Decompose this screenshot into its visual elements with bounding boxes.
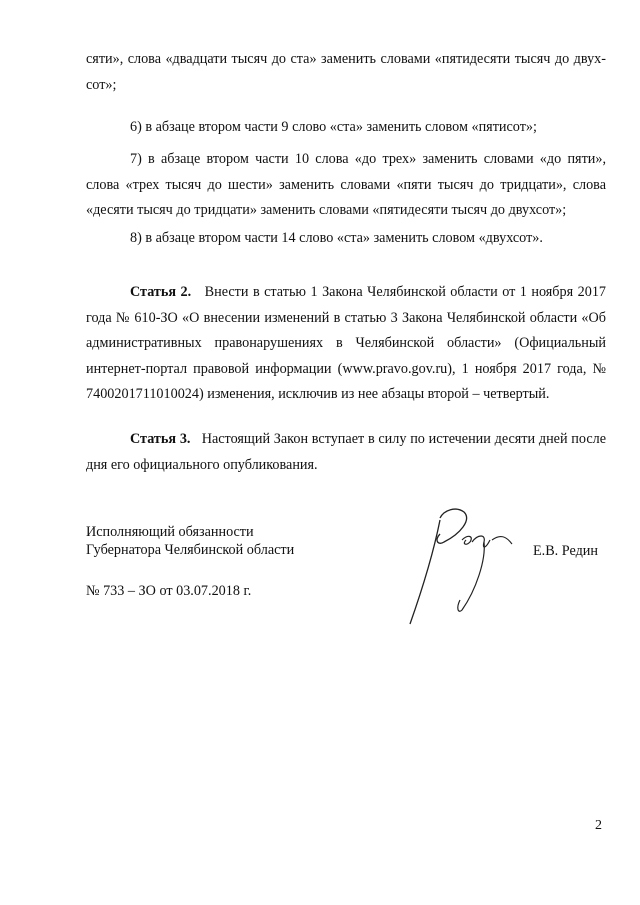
article-3-label: Статья 3. xyxy=(130,431,191,447)
article-2 xyxy=(86,280,606,408)
paragraph-item-7: 7) в абзаце втором части 10 слова «до трех» заменить словами «до пяти», слова «трех тысяч до шести» заменить словами «пяти тысяч до тридцати», слова «десяти тысяч до тридцати» заменить словами «пятидесяти тысяч до двухсот»; xyxy=(86,151,606,218)
signatory-position-line2: Губернатора Челябинской области xyxy=(86,542,295,558)
article-2-label: Статья 2. xyxy=(130,284,192,300)
article-3-text: Настоящий Закон вступает в силу по истечении десяти дней после дня его официального опубликования. xyxy=(86,431,607,473)
signatory-position-line1: Исполняющий обязанности xyxy=(86,524,254,540)
text-line: сяти», слова «двадцати тысяч до ста» заменить словами «пятидесяти тысяч до двух- xyxy=(86,51,606,67)
paragraph-continuation xyxy=(86,47,606,98)
page-number: 2 xyxy=(595,818,602,833)
article-3 xyxy=(86,427,606,478)
article-2-text: Внести в статью 1 Закона Челябинской области от 1 ноября 2017 года № 610-ЗО «О внесении изменений в статью 3 Закона Челябинской области «Об административных правонарушениях в Челябинской области» (Официальный интернет-портал правовой информации (www.pravo.gov.ru), 1 ноября 2017 года, № 7400201711010024) изменения, исключив из нее абзацы второй – четвертый. xyxy=(86,284,607,402)
text-line: сот»; xyxy=(86,76,117,93)
handwritten-signature xyxy=(400,500,530,630)
signatory-name: Е.В. Редин xyxy=(533,543,598,559)
paragraph-item-6: 6) в абзаце втором части 9 слово «ста» заменить словом «пятисот»; xyxy=(130,119,537,135)
paragraph-item-8: 8) в абзаце втором части 14 слово «ста» заменить словом «двухсот». xyxy=(130,230,543,246)
law-number-date: № 733 – ЗО от 03.07.2018 г. xyxy=(86,583,252,599)
